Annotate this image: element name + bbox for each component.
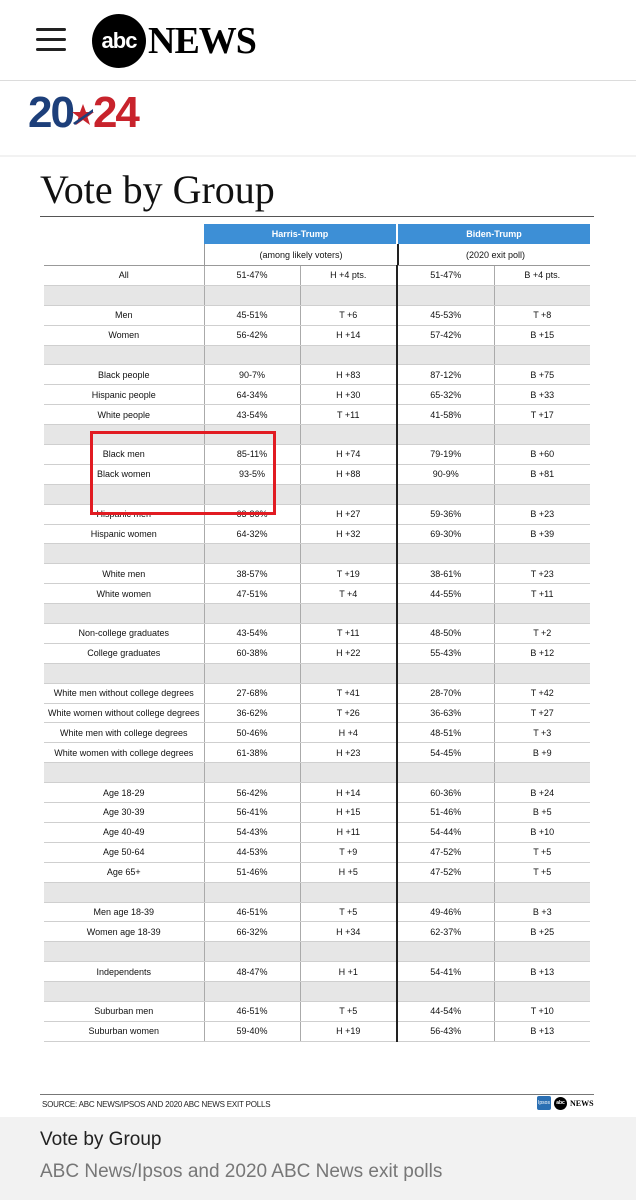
biden-trump-vote: 47-52% <box>397 842 494 862</box>
table-row <box>44 962 590 982</box>
spacer-cell <box>494 425 590 445</box>
biden-trump-vote: 69-30% <box>397 524 494 544</box>
harris-trump-margin: H +88 <box>300 464 397 484</box>
spacer-row <box>44 882 590 902</box>
harris-trump-vote: 46-51% <box>204 1001 300 1021</box>
harris-trump-margin: H +32 <box>300 524 397 544</box>
harris-trump-margin: T +4 <box>300 584 397 604</box>
table-row <box>44 743 590 763</box>
spacer-cell <box>44 982 204 1002</box>
spacer-cell <box>397 345 494 365</box>
spacer-cell <box>44 345 204 365</box>
biden-trump-margin: B +13 <box>494 1021 590 1041</box>
image-caption-title: Vote by Group <box>40 1129 162 1150</box>
spacer-cell <box>44 544 204 564</box>
table-row <box>44 842 590 862</box>
table-row <box>44 862 590 882</box>
biden-trump-vote: 38-61% <box>397 564 494 584</box>
spacer-cell <box>397 763 494 783</box>
group-label: White men with college degrees <box>44 723 204 743</box>
harris-trump-margin: H +22 <box>300 643 397 663</box>
harris-trump-margin: H +1 <box>300 962 397 982</box>
biden-trump-margin: B +12 <box>494 643 590 663</box>
biden-trump-margin: T +17 <box>494 405 590 425</box>
spacer-cell <box>44 763 204 783</box>
group-label: Hispanic men <box>44 504 204 524</box>
biden-trump-vote: 47-52% <box>397 862 494 882</box>
harris-trump-margin: T +41 <box>300 683 397 703</box>
group-label: Black men <box>44 445 204 465</box>
spacer-cell <box>397 484 494 504</box>
spacer-cell <box>44 604 204 624</box>
spacer-cell <box>300 942 397 962</box>
news-mini-wordmark: NEWS <box>570 1098 594 1108</box>
spacer-cell <box>300 484 397 504</box>
biden-trump-vote: 54-44% <box>397 822 494 842</box>
group-label: White women <box>44 584 204 604</box>
spacer-row <box>44 345 590 365</box>
biden-trump-margin: B +24 <box>494 783 590 803</box>
harris-trump-margin: H +15 <box>300 803 397 823</box>
spacer-cell <box>494 942 590 962</box>
biden-trump-margin: T +5 <box>494 862 590 882</box>
spacer-cell <box>204 345 300 365</box>
table-row <box>44 1021 590 1041</box>
spacer-cell <box>204 663 300 683</box>
harris-trump-margin: H +83 <box>300 365 397 385</box>
harris-trump-vote: 56-41% <box>204 803 300 823</box>
biden-trump-margin: B +4 pts. <box>494 266 590 286</box>
harris-trump-vote: 50-46% <box>204 723 300 743</box>
group-label: Non-college graduates <box>44 624 204 644</box>
table-row <box>44 584 590 604</box>
biden-trump-vote: 51-47% <box>397 266 494 286</box>
biden-trump-vote: 60-36% <box>397 783 494 803</box>
news-wordmark: NEWS <box>148 20 256 62</box>
harris-trump-vote: 64-32% <box>204 524 300 544</box>
harris-trump-subheader: (among likely voters) <box>204 244 397 265</box>
harris-trump-vote: 85-11% <box>204 445 300 465</box>
harris-trump-vote: 90-7% <box>204 365 300 385</box>
group-label: White women without college degrees <box>44 703 204 723</box>
harris-trump-margin: T +11 <box>300 624 397 644</box>
footer-logos <box>537 1096 594 1110</box>
biden-trump-header: Biden-Trump <box>398 224 590 244</box>
group-label: Age 18-29 <box>44 783 204 803</box>
biden-trump-margin: T +23 <box>494 564 590 584</box>
group-label: Black women <box>44 464 204 484</box>
table-row <box>44 783 590 803</box>
spacer-cell <box>494 345 590 365</box>
source-note: SOURCE: ABC NEWS/IPSOS AND 2020 ABC NEWS EXIT POLLS <box>42 1100 271 1109</box>
table-row <box>44 723 590 743</box>
biden-trump-vote: 41-58% <box>397 405 494 425</box>
spacer-cell <box>494 285 590 305</box>
harris-trump-vote: 36-62% <box>204 703 300 723</box>
harris-trump-vote: 47-51% <box>204 584 300 604</box>
biden-trump-vote: 54-41% <box>397 962 494 982</box>
table-row <box>44 325 590 345</box>
table-row <box>44 524 590 544</box>
group-label: Women <box>44 325 204 345</box>
table-row <box>44 1001 590 1021</box>
group-label: Age 50-64 <box>44 842 204 862</box>
table-row <box>44 683 590 703</box>
biden-trump-vote: 57-42% <box>397 325 494 345</box>
harris-trump-margin: T +5 <box>300 902 397 922</box>
table-row <box>44 266 590 286</box>
star-icon <box>71 103 95 127</box>
spacer-cell <box>204 982 300 1002</box>
source-divider <box>40 1094 594 1095</box>
biden-trump-vote: 45-53% <box>397 305 494 325</box>
biden-trump-margin: B +33 <box>494 385 590 405</box>
biden-trump-margin: T +27 <box>494 703 590 723</box>
harris-trump-vote: 38-57% <box>204 564 300 584</box>
biden-trump-margin: B +9 <box>494 743 590 763</box>
table-row <box>44 564 590 584</box>
harris-trump-margin: H +5 <box>300 862 397 882</box>
biden-trump-margin: T +5 <box>494 842 590 862</box>
spacer-cell <box>494 763 590 783</box>
spacer-cell <box>397 942 494 962</box>
biden-trump-margin: B +75 <box>494 365 590 385</box>
biden-trump-margin: T +10 <box>494 1001 590 1021</box>
table-row <box>44 305 590 325</box>
biden-trump-margin: T +8 <box>494 305 590 325</box>
spacer-cell <box>494 604 590 624</box>
spacer-cell <box>494 982 590 1002</box>
spacer-cell <box>397 663 494 683</box>
biden-trump-margin: T +42 <box>494 683 590 703</box>
harris-trump-margin: H +4 <box>300 723 397 743</box>
biden-trump-vote: 51-46% <box>397 803 494 823</box>
spacer-cell <box>300 604 397 624</box>
image-caption-subtitle: ABC News/Ipsos and 2020 ABC News exit polls <box>40 1161 443 1182</box>
biden-trump-vote: 56-43% <box>397 1021 494 1041</box>
ipsos-logo: Ipsos <box>537 1096 551 1110</box>
biden-trump-vote: 48-51% <box>397 723 494 743</box>
harris-trump-margin: H +34 <box>300 922 397 942</box>
biden-trump-vote: 54-45% <box>397 743 494 763</box>
spacer-cell <box>397 285 494 305</box>
vote-table <box>44 265 590 1042</box>
spacer-cell <box>397 604 494 624</box>
spacer-row <box>44 604 590 624</box>
spacer-cell <box>300 663 397 683</box>
harris-trump-margin: H +14 <box>300 325 397 345</box>
table-row <box>44 365 590 385</box>
spacer-cell <box>300 425 397 445</box>
biden-trump-margin: B +13 <box>494 962 590 982</box>
harris-trump-margin: T +6 <box>300 305 397 325</box>
harris-trump-vote: 56-42% <box>204 783 300 803</box>
harris-trump-vote: 66-32% <box>204 922 300 942</box>
table-row <box>44 922 590 942</box>
spacer-cell <box>204 942 300 962</box>
harris-trump-margin: H +74 <box>300 445 397 465</box>
group-label: Hispanic people <box>44 385 204 405</box>
election-2024-logo[interactable]: 20 24 <box>28 88 138 137</box>
biden-trump-vote: 44-54% <box>397 1001 494 1021</box>
spacer-cell <box>204 285 300 305</box>
harris-trump-vote: 51-46% <box>204 862 300 882</box>
harris-trump-vote: 61-38% <box>204 743 300 763</box>
spacer-cell <box>300 285 397 305</box>
spacer-cell <box>44 882 204 902</box>
biden-trump-margin: T +11 <box>494 584 590 604</box>
biden-trump-vote: 79-19% <box>397 445 494 465</box>
harris-trump-vote: 27-68% <box>204 683 300 703</box>
group-label: Suburban men <box>44 1001 204 1021</box>
table-row <box>44 703 590 723</box>
biden-trump-vote: 49-46% <box>397 902 494 922</box>
top-nav-bar <box>0 0 636 81</box>
biden-trump-margin: B +39 <box>494 524 590 544</box>
group-label: Hispanic women <box>44 524 204 544</box>
spacer-cell <box>44 663 204 683</box>
spacer-cell <box>300 763 397 783</box>
graphic-title: Vote by Group <box>40 167 275 212</box>
harris-trump-margin: H +30 <box>300 385 397 405</box>
spacer-cell <box>494 663 590 683</box>
biden-trump-vote: 87-12% <box>397 365 494 385</box>
biden-trump-margin: B +60 <box>494 445 590 465</box>
spacer-cell <box>44 285 204 305</box>
harris-trump-vote: 56-42% <box>204 325 300 345</box>
harris-trump-vote: 48-47% <box>204 962 300 982</box>
group-label: Independents <box>44 962 204 982</box>
harris-trump-vote: 43-54% <box>204 405 300 425</box>
spacer-cell <box>44 942 204 962</box>
biden-trump-vote: 28-70% <box>397 683 494 703</box>
spacer-cell <box>204 763 300 783</box>
abc-news-logo[interactable] <box>92 14 256 68</box>
biden-trump-margin: T +3 <box>494 723 590 743</box>
biden-trump-vote: 36-63% <box>397 703 494 723</box>
biden-trump-margin: B +23 <box>494 504 590 524</box>
spacer-cell <box>300 544 397 564</box>
group-label: Age 30-39 <box>44 803 204 823</box>
spacer-cell <box>397 425 494 445</box>
harris-trump-margin: H +11 <box>300 822 397 842</box>
biden-trump-margin: B +81 <box>494 464 590 484</box>
harris-trump-vote: 64-34% <box>204 385 300 405</box>
biden-trump-subheader: (2020 exit poll) <box>397 244 592 265</box>
spacer-row <box>44 544 590 564</box>
biden-trump-margin: B +3 <box>494 902 590 922</box>
spacer-cell <box>204 544 300 564</box>
harris-trump-vote: 60-38% <box>204 643 300 663</box>
harris-trump-vote: 45-51% <box>204 305 300 325</box>
group-label: White men <box>44 564 204 584</box>
harris-trump-vote: 59-40% <box>204 1021 300 1041</box>
biden-trump-vote: 90-9% <box>397 464 494 484</box>
biden-trump-vote: 48-50% <box>397 624 494 644</box>
harris-trump-header: Harris-Trump <box>204 224 396 244</box>
spacer-cell <box>397 982 494 1002</box>
group-label: White men without college degrees <box>44 683 204 703</box>
biden-trump-vote: 55-43% <box>397 643 494 663</box>
table-row <box>44 902 590 922</box>
table-row <box>44 624 590 644</box>
biden-trump-vote: 44-55% <box>397 584 494 604</box>
biden-trump-margin: B +10 <box>494 822 590 842</box>
harris-trump-margin: T +11 <box>300 405 397 425</box>
highlight-box <box>90 431 276 515</box>
harris-trump-margin: T +26 <box>300 703 397 723</box>
table-row <box>44 643 590 663</box>
harris-trump-vote: 54-43% <box>204 822 300 842</box>
spacer-row <box>44 663 590 683</box>
spacer-cell <box>300 882 397 902</box>
title-divider <box>40 216 594 217</box>
harris-trump-margin: H +14 <box>300 783 397 803</box>
group-label: White women with college degrees <box>44 743 204 763</box>
spacer-cell <box>300 982 397 1002</box>
group-label: Men <box>44 305 204 325</box>
biden-trump-margin: B +25 <box>494 922 590 942</box>
group-label: Men age 18-39 <box>44 902 204 922</box>
biden-trump-margin: B +5 <box>494 803 590 823</box>
biden-trump-vote: 65-32% <box>397 385 494 405</box>
harris-trump-margin: T +19 <box>300 564 397 584</box>
biden-trump-vote: 59-36% <box>397 504 494 524</box>
group-label: Suburban women <box>44 1021 204 1041</box>
menu-icon[interactable] <box>36 28 66 52</box>
harris-trump-vote: 46-51% <box>204 902 300 922</box>
table-row <box>44 803 590 823</box>
harris-trump-vote: 63-36% <box>204 504 300 524</box>
harris-trump-margin: H +4 pts. <box>300 266 397 286</box>
spacer-cell <box>204 604 300 624</box>
spacer-cell <box>397 882 494 902</box>
harris-trump-vote: 44-53% <box>204 842 300 862</box>
harris-trump-margin: T +9 <box>300 842 397 862</box>
spacer-row <box>44 763 590 783</box>
spacer-row <box>44 942 590 962</box>
biden-trump-margin: B +15 <box>494 325 590 345</box>
harris-trump-margin: H +27 <box>300 504 397 524</box>
abc-logo-circle: abc <box>92 14 146 68</box>
harris-trump-margin: H +23 <box>300 743 397 763</box>
spacer-cell <box>494 882 590 902</box>
table-row <box>44 822 590 842</box>
biden-trump-vote: 62-37% <box>397 922 494 942</box>
group-label: White people <box>44 405 204 425</box>
group-label: Women age 18-39 <box>44 922 204 942</box>
harris-trump-vote: 43-54% <box>204 624 300 644</box>
table-row <box>44 385 590 405</box>
group-label: Black people <box>44 365 204 385</box>
biden-trump-margin: T +2 <box>494 624 590 644</box>
spacer-row <box>44 285 590 305</box>
table-row <box>44 405 590 425</box>
group-label: All <box>44 266 204 286</box>
harris-trump-margin: H +19 <box>300 1021 397 1041</box>
spacer-cell <box>204 882 300 902</box>
group-label: Age 65+ <box>44 862 204 882</box>
spacer-cell <box>300 345 397 365</box>
spacer-cell <box>494 484 590 504</box>
spacer-row <box>44 982 590 1002</box>
abc-mini-logo: abc <box>554 1097 567 1110</box>
harris-trump-vote: 51-47% <box>204 266 300 286</box>
spacer-cell <box>397 544 494 564</box>
group-label: Age 40-49 <box>44 822 204 842</box>
harris-trump-vote: 93-5% <box>204 464 300 484</box>
group-label: College graduates <box>44 643 204 663</box>
spacer-cell <box>494 544 590 564</box>
harris-trump-margin: T +5 <box>300 1001 397 1021</box>
